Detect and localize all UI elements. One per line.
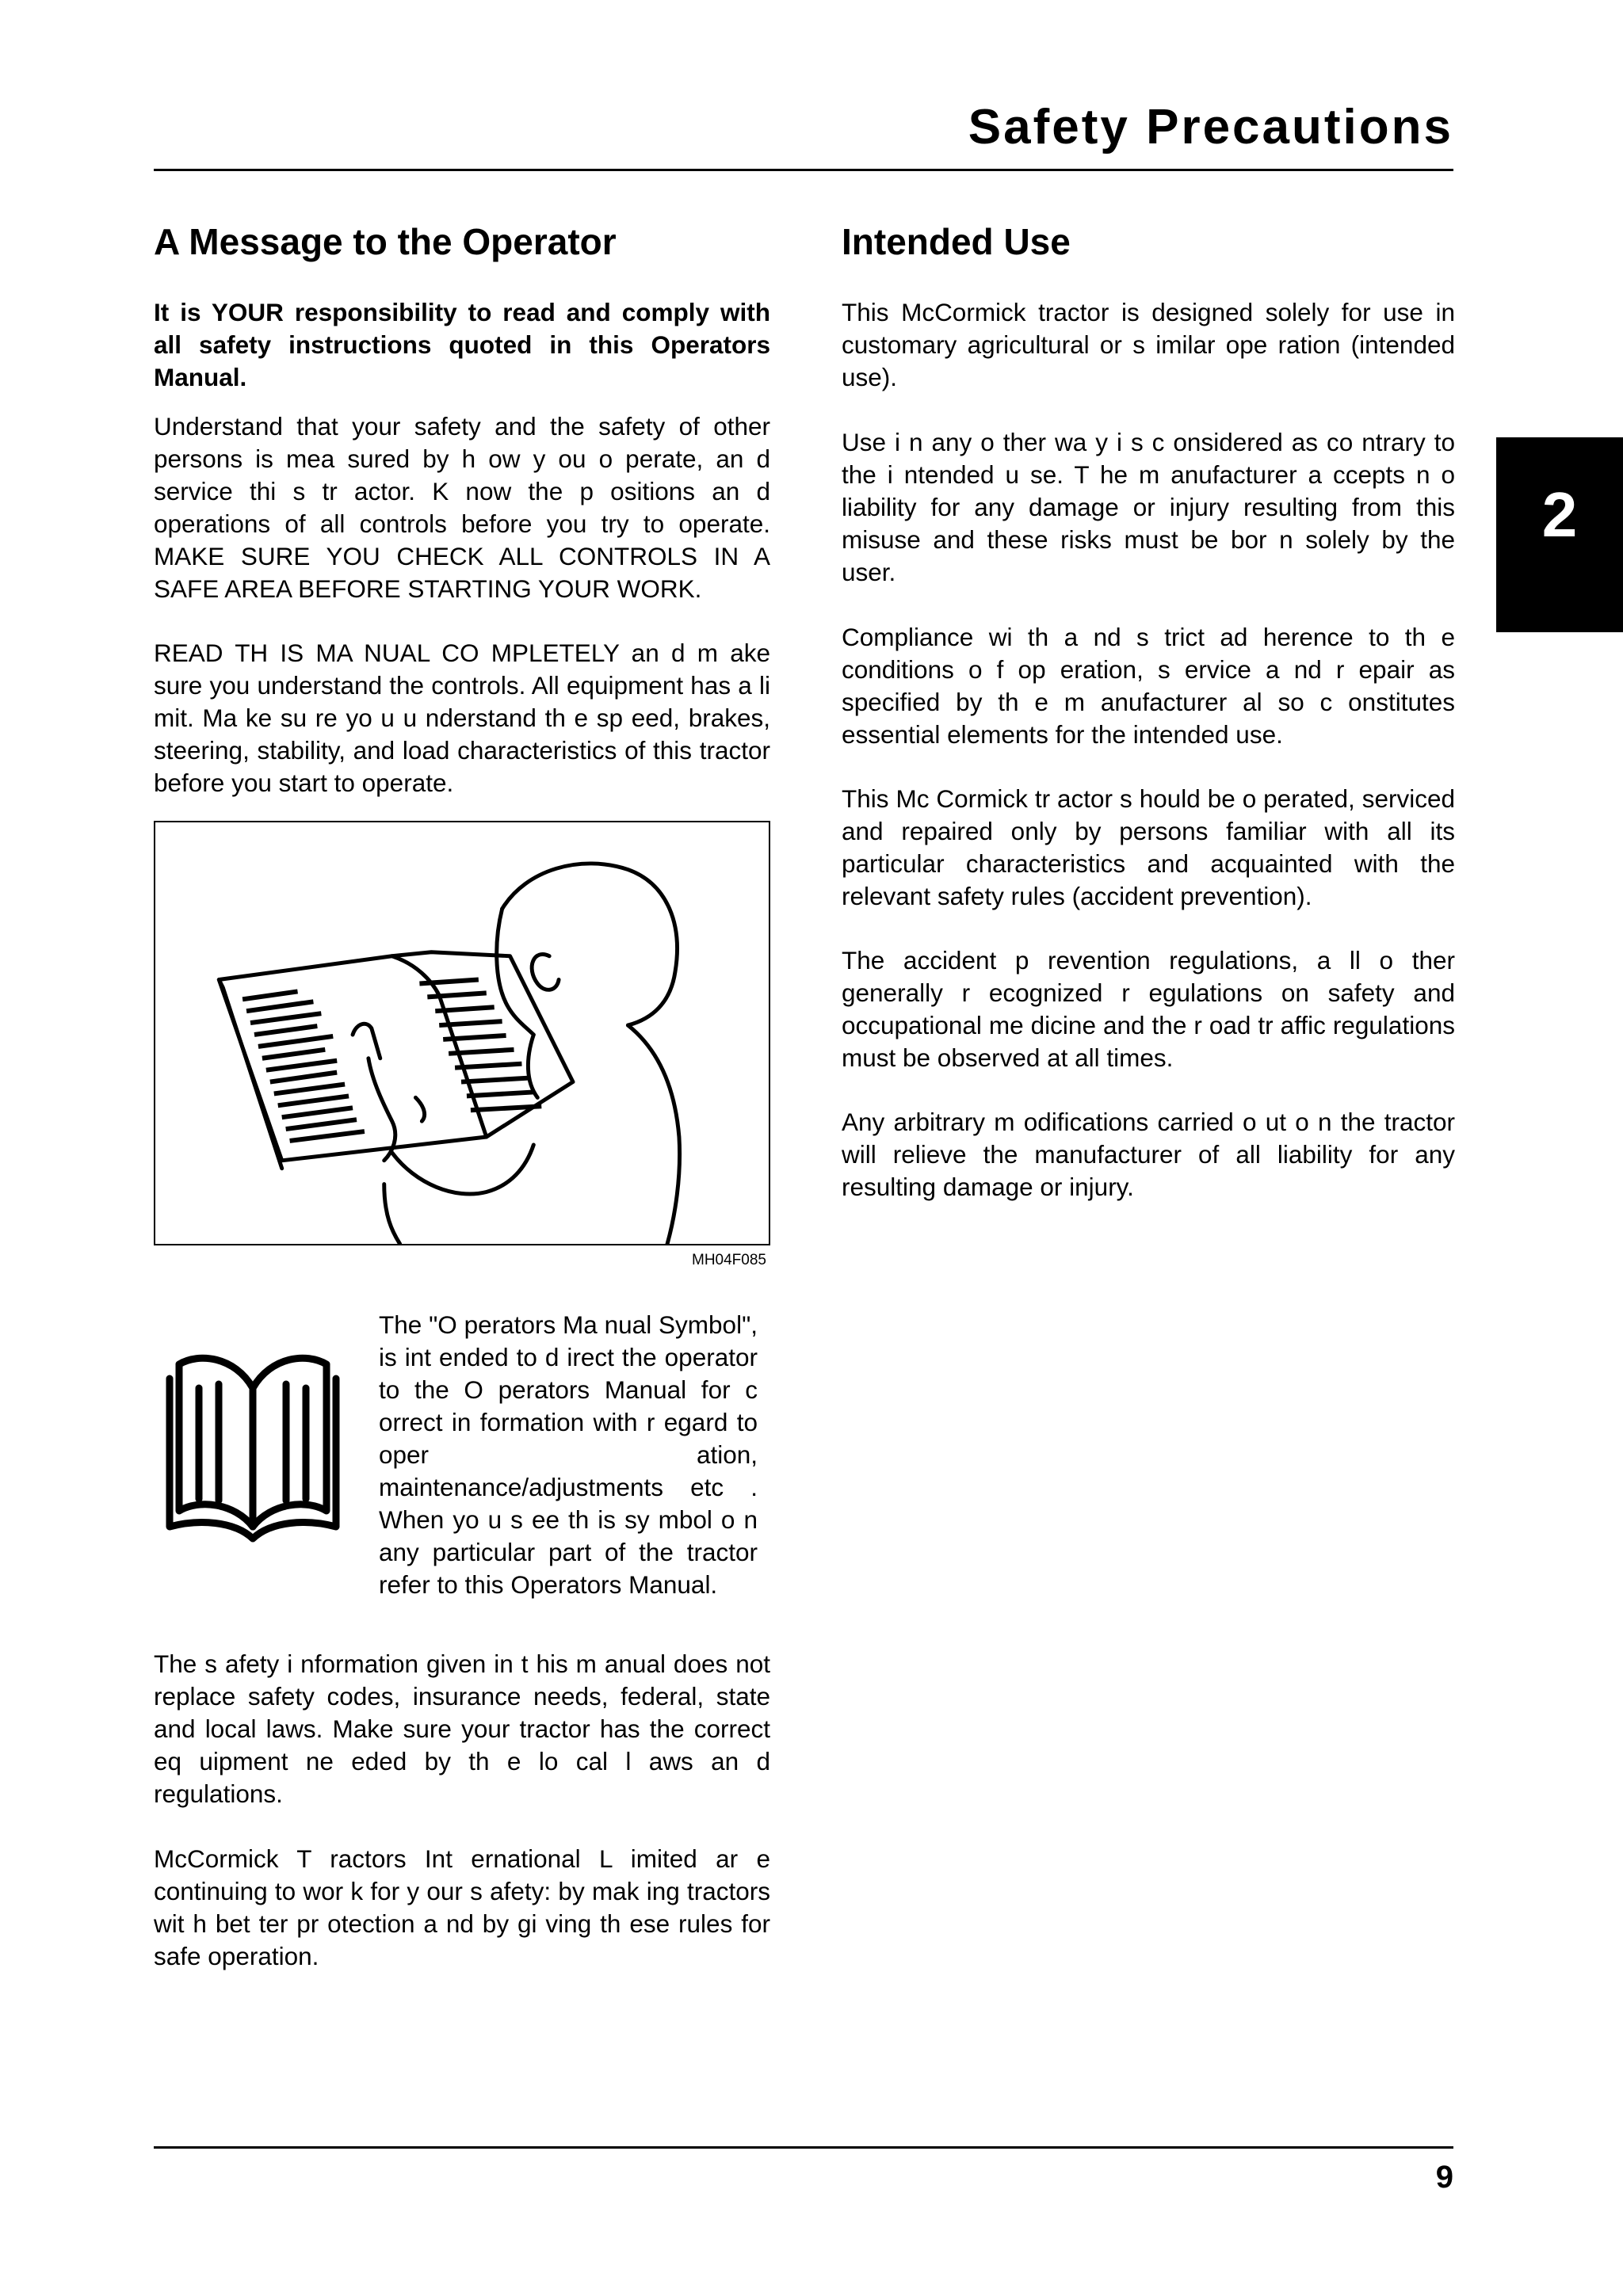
header-rule (154, 169, 1453, 171)
left-closing-paragraph-2: McCormick T ractors Int ernational L imited ar e continuing to wor k for y our s afety: by mak ing tractors wit h bet ter pr otection a nd by gi ving th ese rules for safe operation. (154, 1844, 770, 1970)
reading-figure-drawing (155, 822, 769, 1244)
operators-manual-book-icon (163, 1341, 342, 1548)
chapter-tab (1496, 437, 1623, 632)
operator-reading-illustration (154, 821, 770, 1245)
page-number: 9 (1435, 2160, 1453, 2195)
right-paragraph-1: This McCormick tractor is designed solely for use in customary agricultural or s imilar ope ration (intended use). (842, 298, 1455, 391)
footer-rule (154, 2146, 1453, 2149)
right-paragraph-6: Any arbitrary m odifications carried o ut o n the tractor will relieve the manufacturer of all liability for any resulting damage or injury. (842, 1108, 1455, 1201)
section-heading-message: A Message to the Operator (154, 221, 617, 262)
left-paragraph-1: Understand that your safety and the safety of other persons is mea sured by h ow y ou o perate, an d service thi s tr actor. K now the p ositions an d operations of all controls before you try to operate. MAKE SURE YOU CHECK ALL CONTROLS IN A SAFE AREA BEFORE STARTING YOUR WORK. (154, 412, 770, 603)
right-paragraph-3: Compliance wi th a nd s trict ad herence to th e conditions o f op eration, s ervice a nd r epair as specified by th e m anufacturer al so c onstitutes essential elements for the intended use. (842, 623, 1455, 749)
page-title: Safety Precautions (968, 100, 1453, 154)
chapter-number: 2 (1541, 479, 1578, 550)
intro-bold-paragraph: It is YOUR responsibility to read and comply with all safety instructions quoted in this Operators Manual. (154, 298, 770, 391)
right-paragraph-4: This Mc Cormick tr actor s hould be o perated, serviced and repaired only by persons familiar with all its particular characteristics and acquainted with the relevant safety rules (accident prevention). (842, 784, 1455, 910)
figure-code: MH04F085 (692, 1252, 766, 1268)
manual-symbol-description: The "O perators Ma nual Symbol", is int ended to d irect the operator to the O perators Manual for c orrect in formation with r egard to oper ation, maintenance/adjustments etc . When yo u s ee th is sy mbol o n any particular part of the tractor refer to this Operators Manual. (379, 1310, 758, 1599)
left-paragraph-2: READ TH IS MA NUAL CO MPLETELY an d m ake sure you understand the controls. All equipment has a li mit. Ma ke su re yo u u nderstand th e sp eed, brakes, steering, stability, and load characteristics of this tractor before you start to operate. (154, 639, 770, 797)
section-heading-intended-use: Intended Use (842, 221, 1071, 262)
right-paragraph-5: The accident p revention regulations, a ll o ther generally r ecognized r egulations on safety and occupational me dicine and the r oad tr affic regulations must be observed at all times. (842, 946, 1455, 1072)
left-closing-paragraph-1: The s afety i nformation given in t his m anual does not replace safety codes, insurance needs, federal, state and local laws. Make sure your tractor has the correct eq uipment ne eded by th e lo cal l aws an d regulations. (154, 1650, 770, 1808)
right-paragraph-2: Use i n any o ther wa y i s c onsidered as co ntrary to the i ntended u se. T he m anufacturer a ccepts n o liability for any damage or injury resulting from this misuse and these risks must be bor n solely by the user. (842, 428, 1455, 586)
